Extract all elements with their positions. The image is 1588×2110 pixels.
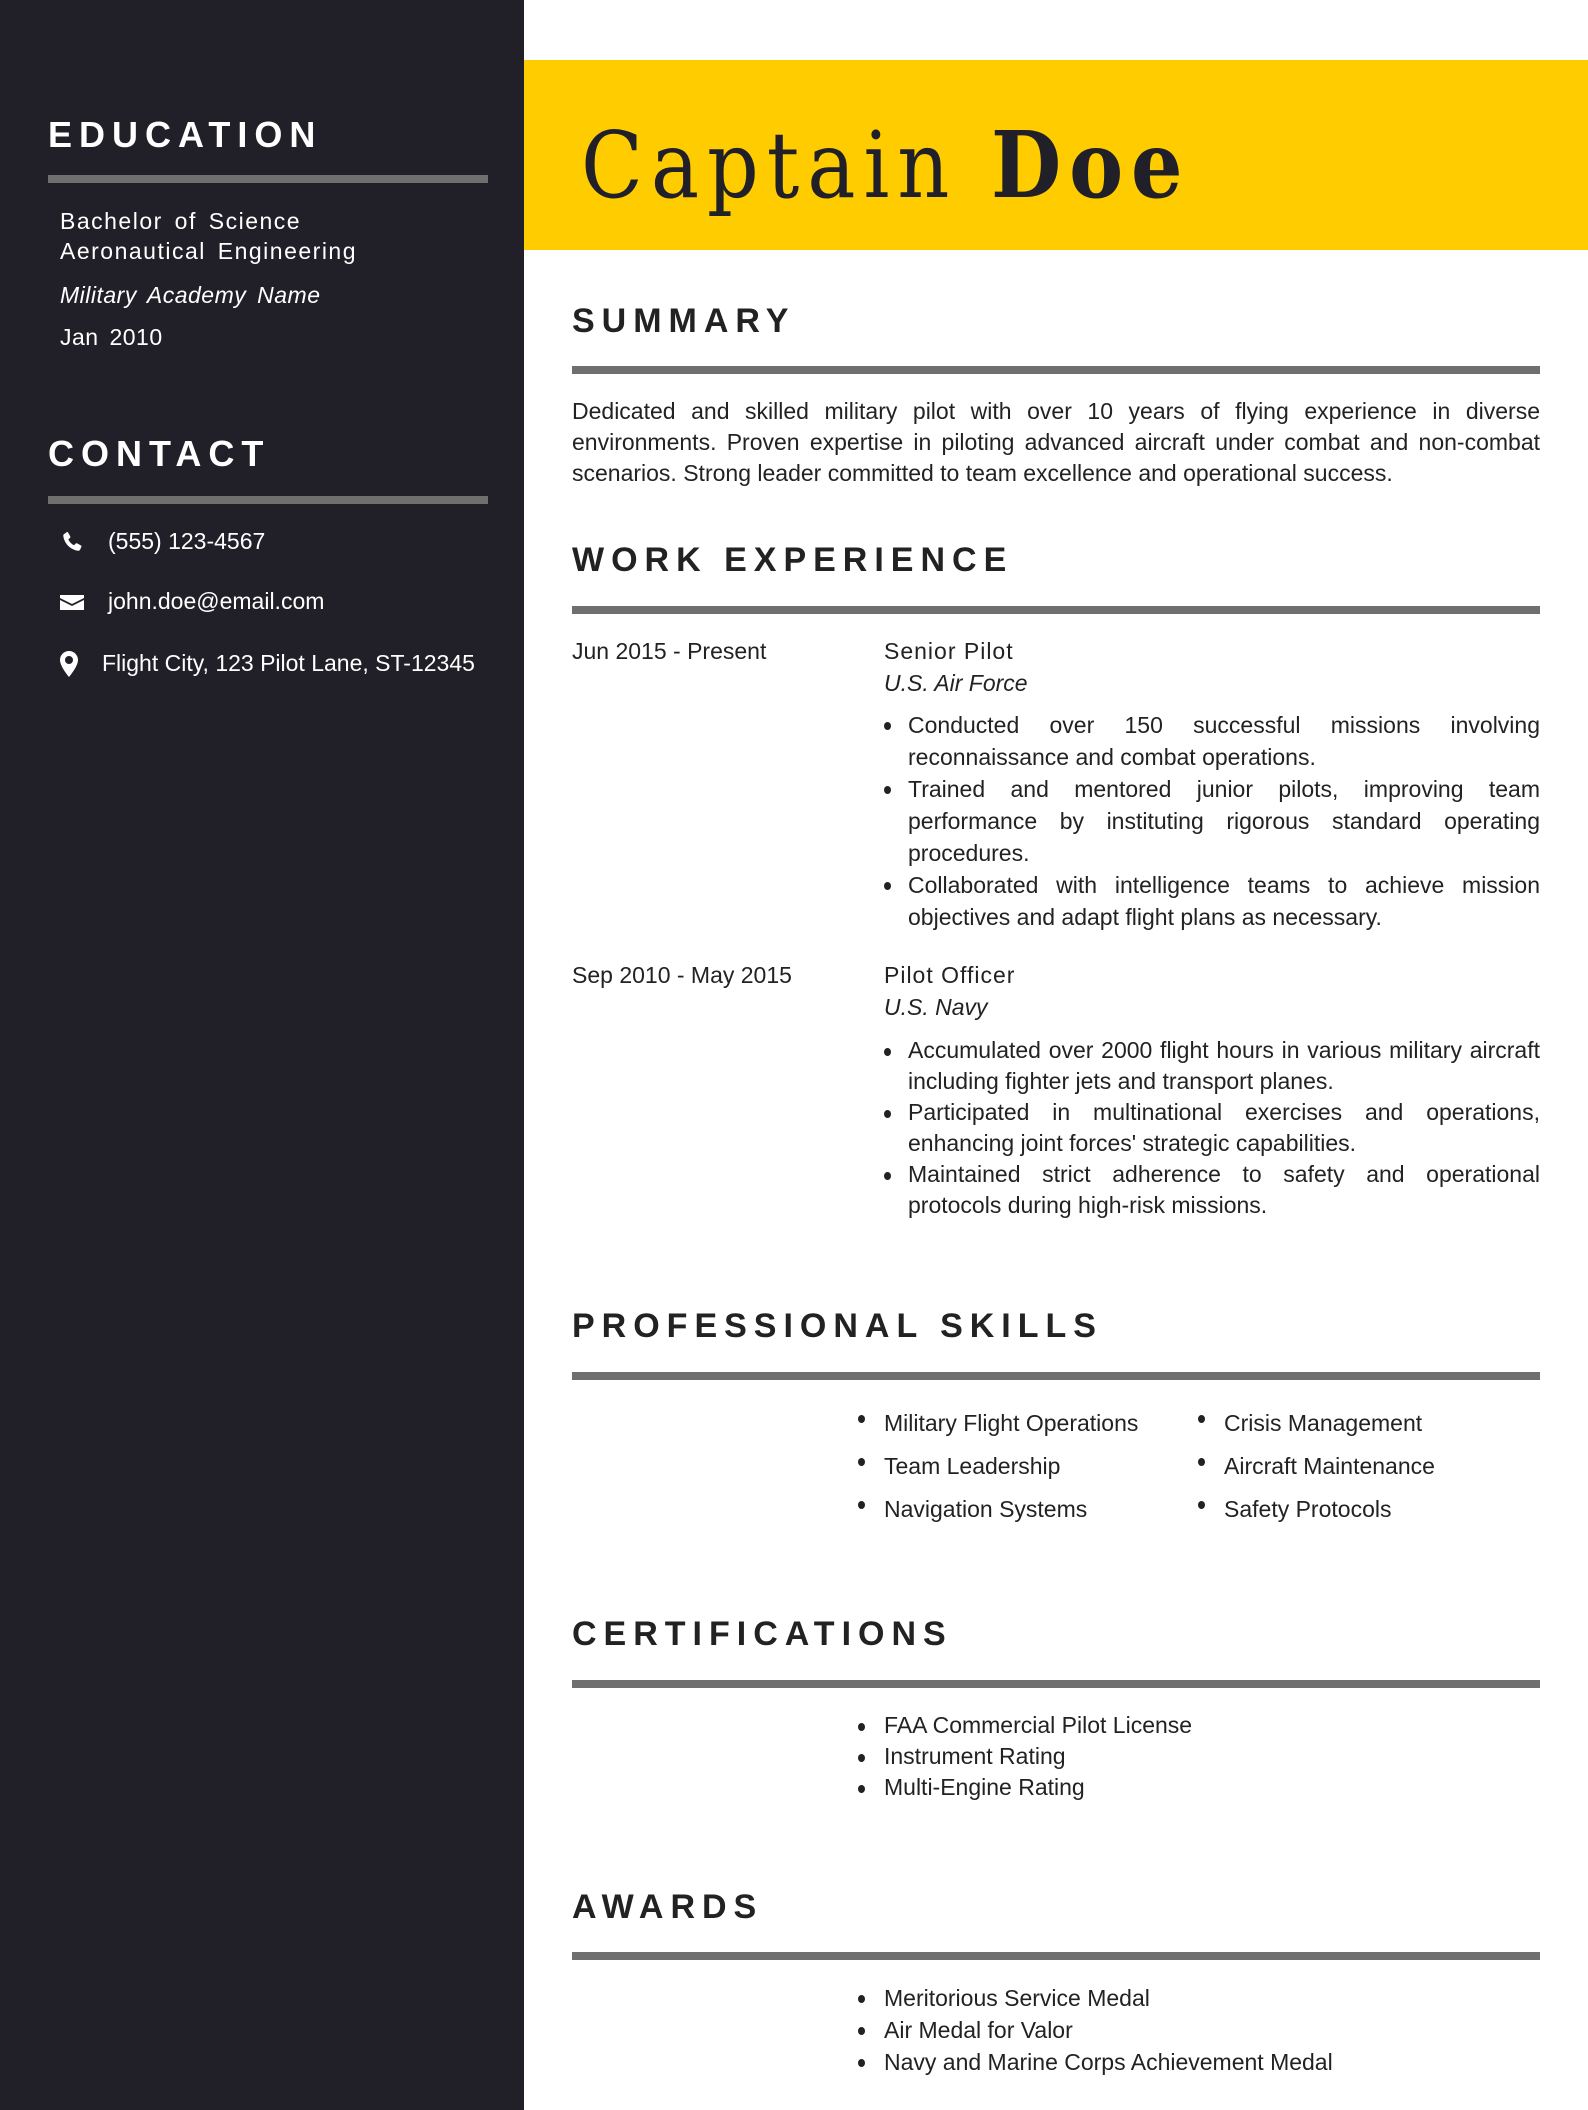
- job-2-organization: U.S. Navy: [884, 994, 988, 1020]
- skills-heading: PROFESSIONAL SKILLS: [572, 1307, 1103, 1345]
- contact-address: [60, 648, 488, 679]
- contact-phone: [60, 526, 488, 557]
- experience-heading: WORK EXPERIENCE: [572, 541, 1014, 579]
- first-name: Captain: [581, 112, 958, 219]
- award-item: Navy and Marine Corps Achievement Medal: [858, 2046, 1333, 2078]
- phone-icon: [60, 526, 84, 557]
- job-1-dates: Jun 2015 - Present: [572, 638, 767, 664]
- contact-divider: [48, 496, 488, 504]
- contact-heading: CONTACT: [48, 433, 271, 474]
- certifications-divider: [572, 1680, 1540, 1688]
- awards-divider: [572, 1952, 1540, 1960]
- job-2-bullet: Accumulated over 2000 flight hours in various military aircraft including fighter jets and transport planes.: [884, 1035, 1540, 1097]
- job-1-organization: U.S. Air Force: [884, 670, 1028, 696]
- job-1-bullet: Collaborated with intelligence teams to achieve mission objectives and adapt flight plans as necessary.: [884, 869, 1540, 933]
- job-2-dates: Sep 2010 - May 2015: [572, 962, 792, 988]
- education-heading: EDUCATION: [48, 114, 323, 155]
- job-2-bullet: Participated in multinational exercises and operations, enhancing joint forces' strategic capabilities.: [884, 1097, 1540, 1159]
- awards-list: [858, 1982, 1333, 2078]
- skill-item: Crisis Management: [1198, 1402, 1435, 1445]
- certification-item: Instrument Rating: [858, 1741, 1192, 1772]
- education-date: Jan 2010: [60, 324, 163, 350]
- job-1-bullet: Conducted over 150 successful missions involving reconnaissance and combat operations.: [884, 709, 1540, 773]
- certifications-heading: CERTIFICATIONS: [572, 1615, 953, 1653]
- map-marker-icon: [60, 648, 78, 679]
- job-1-bullets: [884, 709, 1540, 933]
- experience-divider: [572, 606, 1540, 614]
- certification-item: Multi-Engine Rating: [858, 1772, 1192, 1803]
- job-1-title: Senior Pilot: [884, 638, 1014, 664]
- envelope-icon: [60, 586, 84, 617]
- skill-item: Military Flight Operations: [858, 1402, 1138, 1445]
- certification-item: FAA Commercial Pilot License: [858, 1710, 1192, 1741]
- last-name: Doe: [990, 111, 1191, 219]
- candidate-name: [581, 110, 1190, 221]
- awards-heading: AWARDS: [572, 1888, 764, 1926]
- skills-column-2: [1198, 1402, 1435, 1531]
- phone-number[interactable]: (555) 123-4567: [108, 528, 266, 554]
- summary-text: Dedicated and skilled military pilot with over 10 years of flying experience in diverse environments. Proven expertise in piloting advanced aircraft under combat and non-combat scenarios. Strong leader committed to team excellence and operational success.: [572, 398, 1540, 486]
- skills-column-1: [858, 1402, 1138, 1531]
- award-item: Meritorious Service Medal: [858, 1982, 1333, 2014]
- degree-line-1: Bachelor of Science: [60, 208, 302, 234]
- school-name: Military Academy Name: [60, 282, 321, 308]
- skill-item: Navigation Systems: [858, 1488, 1138, 1531]
- skill-item: Safety Protocols: [1198, 1488, 1435, 1531]
- email-address[interactable]: john.doe@email.com: [108, 588, 325, 614]
- contact-email: [60, 586, 488, 617]
- skills-divider: [572, 1372, 1540, 1380]
- skill-item: Aircraft Maintenance: [1198, 1445, 1435, 1488]
- job-2-title: Pilot Officer: [884, 962, 1016, 988]
- job-2-bullet: Maintained strict adherence to safety and operational protocols during high-risk missions.: [884, 1159, 1540, 1221]
- summary-heading: SUMMARY: [572, 302, 796, 340]
- sidebar: [0, 0, 524, 2110]
- summary-divider: [572, 366, 1540, 374]
- degree-line-2: Aeronautical Engineering: [60, 238, 358, 264]
- street-address: Flight City, 123 Pilot Lane, ST-12345: [102, 650, 475, 676]
- job-2-bullets: [884, 1035, 1540, 1221]
- award-item: Air Medal for Valor: [858, 2014, 1333, 2046]
- education-divider: [48, 175, 488, 183]
- skill-item: Team Leadership: [858, 1445, 1138, 1488]
- job-1-bullet: Trained and mentored junior pilots, improving team performance by instituting rigorous standard operating procedures.: [884, 773, 1540, 869]
- certifications-list: [858, 1710, 1192, 1803]
